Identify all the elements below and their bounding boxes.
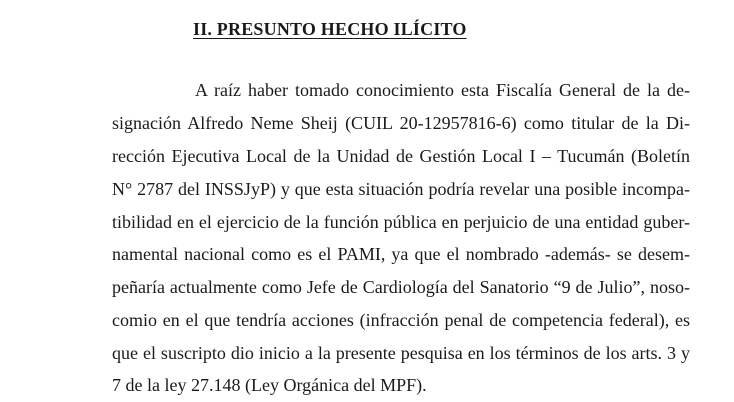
paragraph-line: peñaría actualmente como Jefe de Cardiología del Sanatorio “9 de Julio”, noso- <box>112 277 690 297</box>
paragraph-line: comio en el que tendría acciones (infracción penal de competencia federal), es <box>112 310 690 330</box>
paragraph-line: namental nacional como es el PAMI, ya que el nombrado -además- se desem- <box>112 244 690 264</box>
paragraph-line: 7 de la ley 27.148 (Ley Orgánica del MPF). <box>112 375 427 395</box>
paragraph-line: N° 2787 del INSSJyP) y que esta situación podría revelar una posible incompa- <box>112 179 690 199</box>
paragraph-line: signación Alfredo Neme Sheij (CUIL 20-12957816-6) como titular de la Di- <box>112 113 690 133</box>
paragraph-line: que el suscripto dio inicio a la presente pesquisa en los términos de los arts. 3 y <box>112 343 690 363</box>
paragraph-line: rección Ejecutiva Local de la Unidad de Gestión Local I – Tucumán (Boletín <box>112 146 690 166</box>
paragraph-line: A raíz haber tomado conocimiento esta Fiscalía General de la de- <box>195 80 690 100</box>
paragraph-line: tibilidad en el ejercicio de la función pública en perjuicio de una entidad guber- <box>112 212 690 232</box>
section-heading: II. PRESUNTO HECHO ILÍCITO <box>193 19 467 39</box>
